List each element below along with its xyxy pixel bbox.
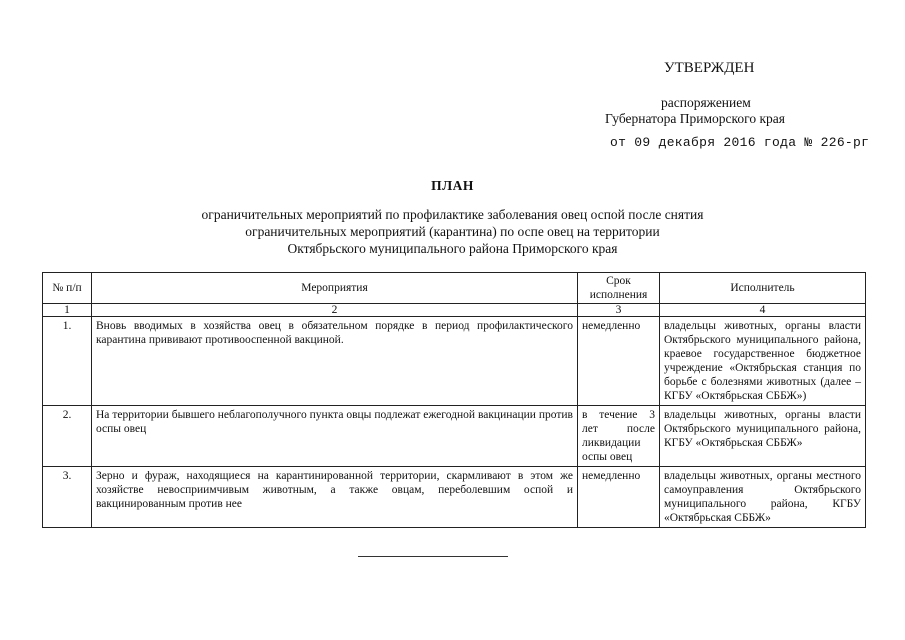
header-cell-deadline: Срок исполнения — [578, 273, 660, 304]
table-header-row — [43, 273, 866, 304]
row-deadline: немедленно — [578, 467, 660, 528]
approval-by-order: распоряжением — [661, 95, 751, 110]
column-number: 3 — [578, 304, 660, 317]
column-number-row — [43, 304, 866, 317]
row-executor: владельцы животных, органы власти Октябрьского муниципального района, КГБУ «Октябрьская СББЖ» — [660, 406, 866, 467]
table-row — [43, 467, 866, 528]
row-measure: Вновь вводимых в хозяйства овец в обязательном порядке в период профилактического карантина прививают противооспенной вакциной. — [92, 317, 578, 406]
table-row — [43, 406, 866, 467]
row-number: 2. — [43, 406, 92, 467]
document-subtitle-line: ограничительных мероприятий по профилактике заболевания овец оспой после снятия — [201, 207, 704, 222]
document-title: ПЛАН — [431, 178, 474, 193]
table-row — [43, 317, 866, 406]
document-subtitle-line: ограничительных мероприятий (карантина) по оспе овец на территории — [245, 224, 660, 239]
row-measure: На территории бывшего неблагополучного пункта овцы подлежат ежегодной вакцинации против оспы овец — [92, 406, 578, 467]
column-number: 4 — [660, 304, 866, 317]
header-cell-measures: Мероприятия — [92, 273, 578, 304]
column-number: 1 — [43, 304, 92, 317]
header-cell-number: № п/п — [43, 273, 92, 304]
column-number: 2 — [92, 304, 578, 317]
row-number: 3. — [43, 467, 92, 528]
approval-date-number: от 09 декабря 2016 года № 226-рг — [610, 135, 870, 150]
document-subtitle-line: Октябрьского муниципального района Приморского края — [287, 241, 618, 256]
row-number: 1. — [43, 317, 92, 406]
row-executor: владельцы животных, органы власти Октябрьского муниципального района, краевое государственное бюджетное учреждение «Октябрьская станция по борьбе с болезнями животных (далее – КГБУ «Октябрьская СББЖ») — [660, 317, 866, 406]
row-executor: владельцы животных, органы местного самоуправления Октябрьского муниципального района, КГБУ «Октябрьская СББЖ» — [660, 467, 866, 528]
approval-heading: УТВЕРЖДЕН — [664, 60, 755, 76]
measures-table — [42, 272, 866, 528]
header-cell-executor: Исполнитель — [660, 273, 866, 304]
row-deadline: в течение 3 лет после ликвидации оспы овец — [578, 406, 660, 467]
end-divider-line — [358, 556, 508, 557]
approval-governor: Губернатора Приморского края — [605, 111, 785, 126]
row-deadline: немедленно — [578, 317, 660, 406]
row-measure: Зерно и фураж, находящиеся на карантинированной территории, скармливают в этом же хозяйстве невосприимчивым животным, а также овцам, переболевшим оспой и вакцинированным против нее — [92, 467, 578, 528]
